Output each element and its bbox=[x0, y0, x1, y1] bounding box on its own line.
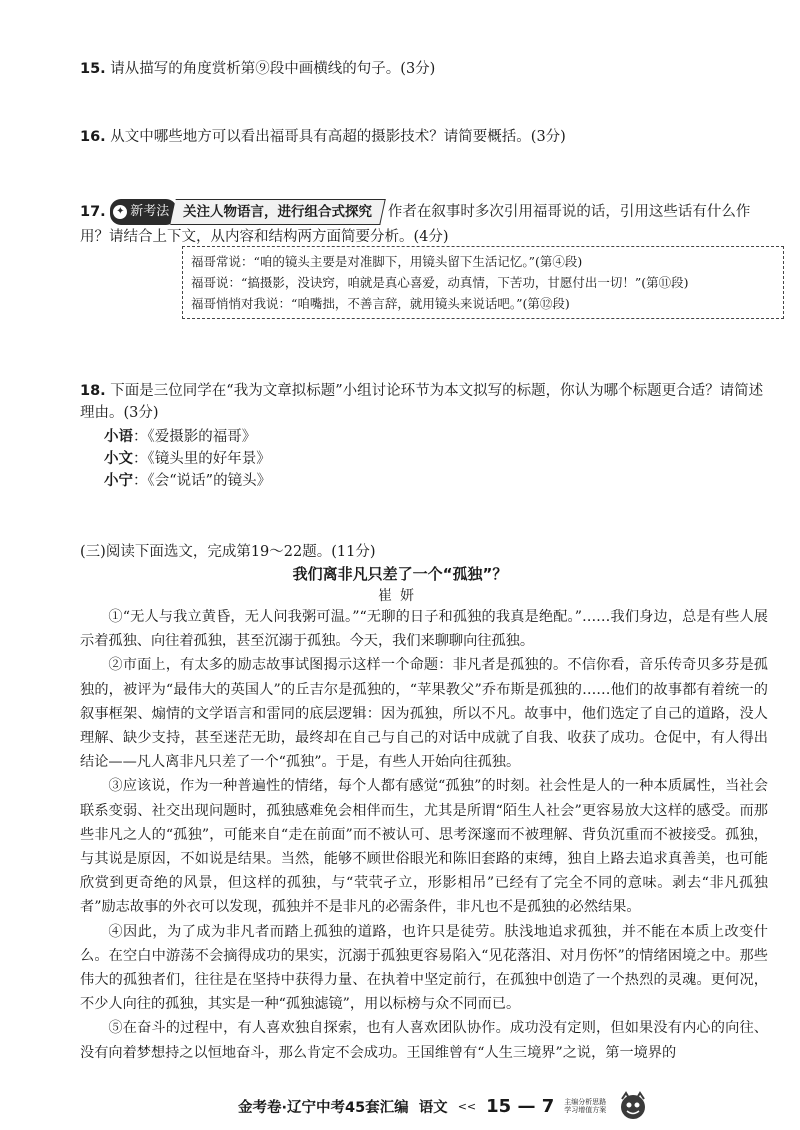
title-options bbox=[80, 426, 770, 492]
new-exam-badge bbox=[110, 199, 177, 225]
paragraph: ④因此，为了成为非凡者而踏上孤独的道路，也许只是徒劳。肤浅地追求孤独，并不能在本质上改变什么。在空白中游荡不会摘得成功的果实，沉溺于孤独更容易陷入“见花落泪、对月伤怀”的情绪困境之中。那些伟大的孤独者们，往往是在坚持中获得力量、在执着中坚定前行，在孤独中创造了一个热烈的灵魂。更何况，不少人向往的孤独，其实是一种“孤独滤镜”，用以标榜与众不同而已。 bbox=[80, 923, 768, 1013]
article-author: 崔妍 bbox=[378, 588, 422, 604]
book-title: 金考卷·辽宁中考45套汇编 bbox=[238, 1099, 409, 1116]
quote-line: 福哥悄悄对我说：“咱嘴拙，不善言辞，就用镜头来说话吧。”(第⑫段) bbox=[191, 296, 570, 311]
article-title: 我们离非凡只差了一个“孤独”？ bbox=[292, 565, 508, 583]
option-item bbox=[104, 426, 770, 448]
footer-mini-text bbox=[564, 1098, 606, 1114]
new-exam-tag bbox=[110, 199, 383, 225]
proposed-title: ：《镜头里的好年景》 bbox=[133, 451, 271, 467]
student-name: 小文 bbox=[104, 451, 133, 467]
student-name: 小语 bbox=[104, 429, 133, 445]
question-16 bbox=[80, 126, 770, 148]
section-heading: (三)阅读下面选文，完成第19～22题。(11分) bbox=[80, 544, 376, 560]
question-17 bbox=[80, 199, 770, 249]
page-number: 15 — 7 bbox=[486, 1095, 555, 1117]
quote-line: 福哥说：“搞摄影，没诀窍，咱就是真心喜爱，动真情，下苦功，甘愿付出一切！”(第⑪段) bbox=[191, 275, 689, 290]
proposed-title: ：《会“说话”的镜头》 bbox=[133, 473, 272, 489]
mascot-logo-icon bbox=[616, 1091, 650, 1121]
question-18 bbox=[80, 380, 770, 492]
question-number: 15. bbox=[80, 61, 106, 77]
article-body bbox=[80, 605, 768, 1065]
mini-line: 学习增值方案 bbox=[564, 1106, 607, 1114]
proposed-title: ：《爱摄影的福哥》 bbox=[133, 429, 257, 445]
focus-tag bbox=[171, 199, 387, 225]
paragraph: ③应该说，作为一种普遍性的情绪，每个人都有感觉“孤独”的时刻。社会性是人的一种本质属性，当社会联系变弱、社交出现问题时，孤独感难免会相伴而生，尤其是所谓“陌生人社会”更容易放大这样的感受。而那些非凡之人的“孤独”，可能来自“走在前面”而不被认可、思考深邃而不被理解、背负沉重而不被接受。孤独，与其说是原因，不如说是结果。当然，能够不顾世俗眼光和陈旧套路的束缚，独自上路去追求真善美，也可能欣赏到更奇绝的风景，但这样的孤独，与“茕茕孑立，形影相吊”已经有了完全不同的意味。剥去“非凡孤独者”励志故事的外衣可以发现，孤独并不是非凡的必需条件，非凡也不是孤独的必然结果。 bbox=[80, 778, 768, 916]
question-number: 18. bbox=[80, 383, 106, 399]
question-text: 作者在叙事时多次引用福哥说的话，引用这些话有什么作用？请结合上下文，从内容和结构两方面简要分析。(4分) bbox=[80, 204, 751, 245]
question-text: 下面是三位同学在“我为文章拟标题”小组讨论环节为本文拟写的标题，你认为哪个标题更合适？请简述理由。(3分) bbox=[80, 383, 764, 421]
subject-label: 语文 bbox=[418, 1099, 448, 1116]
star-icon: ✦ bbox=[113, 205, 127, 219]
focus-tag-label: 关注人物语言，进行组合式探究 bbox=[183, 204, 373, 220]
quote-line: 福哥常说：“咱的镜头主要是对准脚下，用镜头留下生活记忆。”(第④段) bbox=[191, 254, 583, 269]
question-text: 请从描写的角度赏析第⑨段中画横线的句子。(3分) bbox=[110, 61, 436, 77]
question-number: 16. bbox=[80, 129, 106, 145]
quotes-box bbox=[182, 246, 784, 319]
paragraph: ②市面上，有太多的励志故事试图揭示这样一个命题：非凡者是孤独的。不信你看，音乐传奇贝多芬是孤独的，被评为“最伟大的英国人”的丘吉尔是孤独的，“苹果教父”乔布斯是孤独的……他们的故事都有着统一的叙事框架、煽情的文学语言和雷同的底层逻辑：因为孤独，所以不凡。故事中，他们选定了自己的道路，没人理解、缺少支持，甚至迷茫无助，最终却在自己与自己的对话中成就了自我、收获了成功。仓促中，有人得出结论——凡人离非凡只差了一个“孤独”。于是，有些人开始向往孤独。 bbox=[80, 657, 768, 771]
option-item bbox=[104, 448, 770, 470]
student-name: 小宁 bbox=[104, 473, 133, 489]
question-text: 从文中哪些地方可以看出福哥具有高超的摄影技术？请简要概括。(3分) bbox=[110, 129, 566, 145]
arrow-label: << bbox=[457, 1099, 477, 1113]
question-number: 17. bbox=[80, 204, 106, 220]
question-15 bbox=[80, 58, 770, 80]
mini-line: 主编分析思路 bbox=[564, 1098, 607, 1106]
paragraph: ①“无人与我立黄昏，无人问我粥可温。”“无聊的日子和孤独的我真是绝配。”……我们身边，总是有些人展示着孤独、向往着孤独，甚至沉溺于孤独。今天，我们来聊聊向往孤独。 bbox=[80, 609, 768, 650]
paragraph: ⑤在奋斗的过程中，有人喜欢独自探索，也有人喜欢团队协作。成功没有定则，但如果没有内心的向往、没有向着梦想持之以恒地奋斗，那么肯定不会成功。王国维曾有“人生三境界”之说，第一境界的 bbox=[80, 1020, 768, 1061]
page-footer bbox=[238, 1094, 650, 1118]
badge-label: 新考法 bbox=[130, 204, 170, 219]
option-item bbox=[104, 470, 770, 492]
